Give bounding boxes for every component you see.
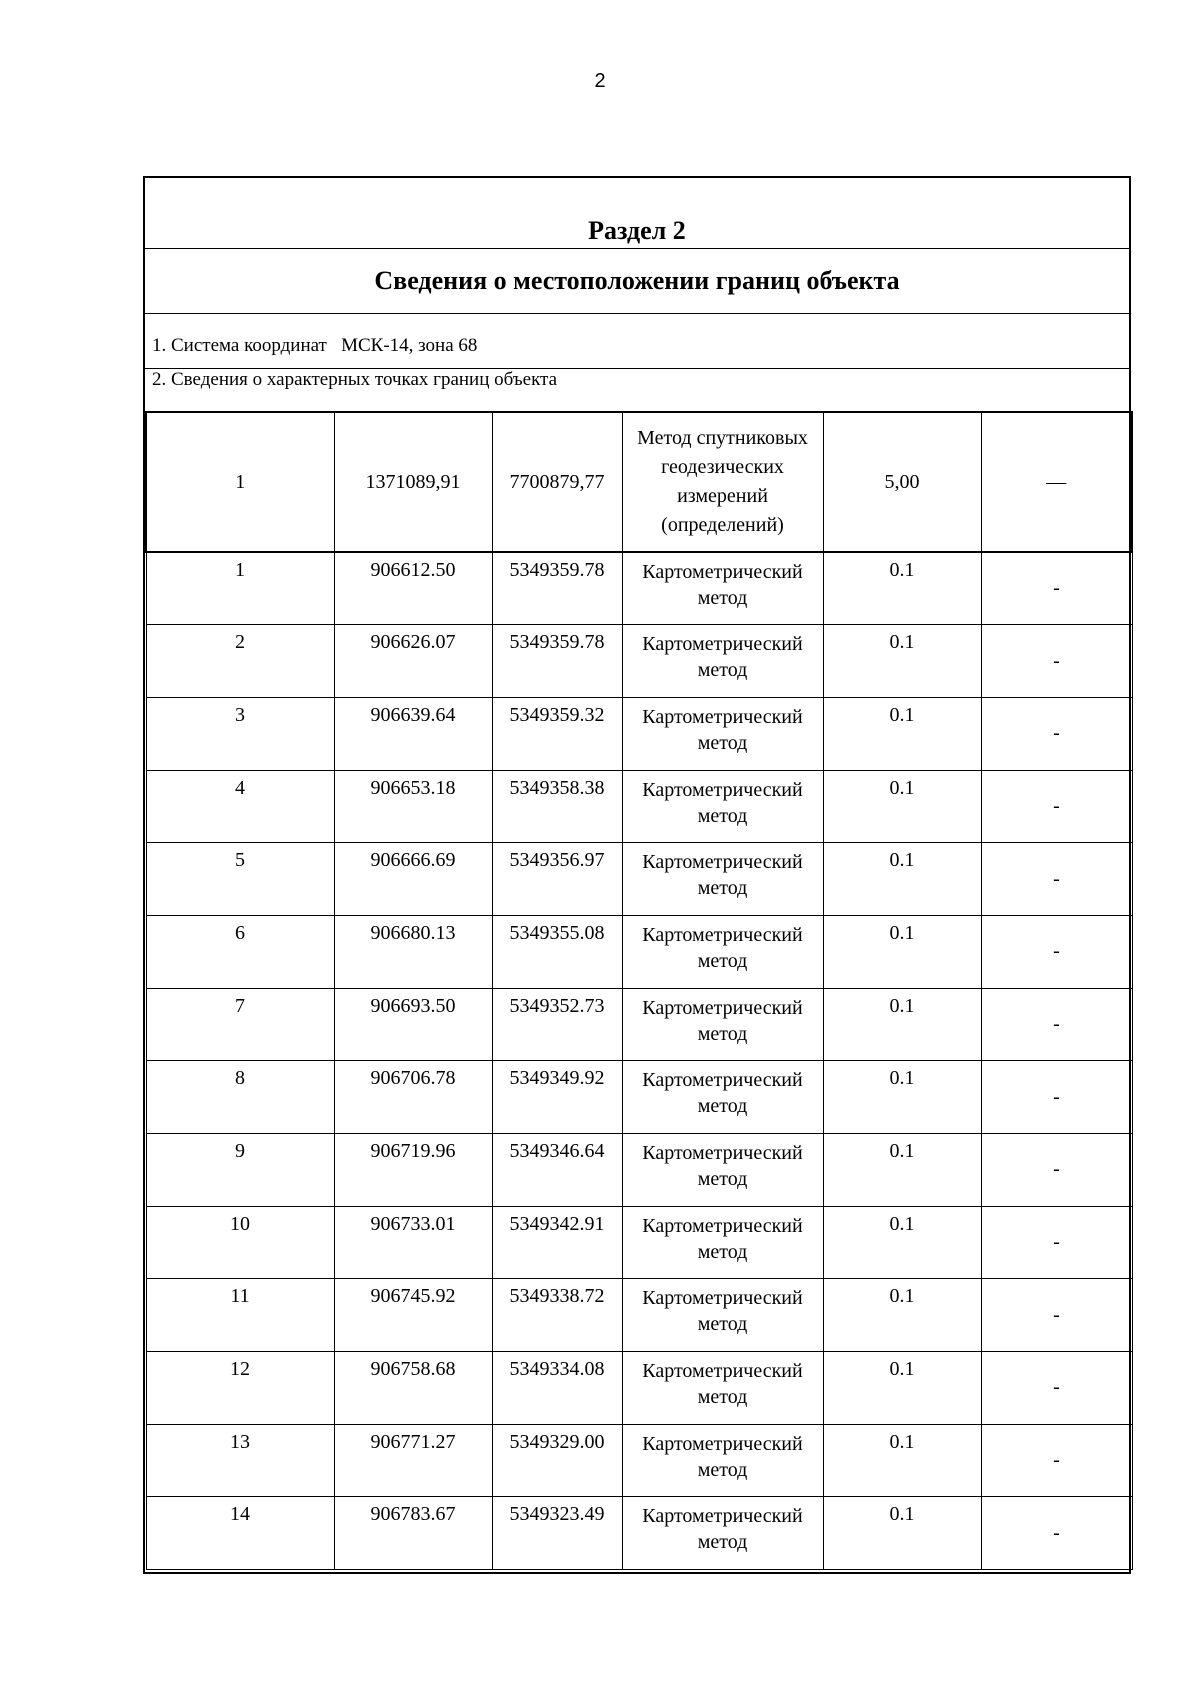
table-row: [146, 1424, 1132, 1497]
method-cell: [622, 770, 823, 843]
coord-y: 5349323.49: [492, 1497, 622, 1570]
coord-y: 5349329.00: [492, 1424, 622, 1497]
note: -: [981, 1061, 1132, 1134]
table-row: [146, 843, 1132, 916]
coord-x: 1371089,91: [334, 412, 492, 552]
table-row: [146, 770, 1132, 843]
coord-x: 906626.07: [334, 625, 492, 698]
method-line: метод: [697, 949, 748, 972]
page-number: 2: [594, 70, 606, 92]
note: -: [981, 697, 1132, 770]
table-row: [146, 1061, 1132, 1134]
coord-x: 906771.27: [334, 1424, 492, 1497]
table-row: [146, 915, 1132, 988]
note: -: [981, 770, 1132, 843]
method-line: метод: [697, 1313, 748, 1336]
method-line: Картометрический: [642, 705, 803, 728]
point-number: 9: [146, 1134, 334, 1207]
coord-x: 906639.64: [334, 697, 492, 770]
points-caption: 2. Сведения о характерных точках границ объекта: [152, 369, 558, 390]
method-line: геодезических: [661, 456, 784, 478]
coord-y: 5349359.78: [492, 625, 622, 698]
coord-y: 5349352.73: [492, 988, 622, 1061]
accuracy: 0.1: [823, 625, 981, 698]
coord-y: 5349334.08: [492, 1352, 622, 1425]
method-cell: [622, 552, 823, 625]
accuracy: 0.1: [823, 1279, 981, 1352]
method-line: измерений: [677, 485, 768, 507]
coord-x: 906719.96: [334, 1134, 492, 1207]
table-row: [146, 1134, 1132, 1207]
coord-x: 906733.01: [334, 1206, 492, 1279]
point-number: 6: [146, 915, 334, 988]
method-line: Картометрический: [642, 778, 803, 801]
accuracy: 0.1: [823, 1061, 981, 1134]
note: -: [981, 988, 1132, 1061]
header-row: [145, 248, 1129, 314]
coord-y: 5349338.72: [492, 1279, 622, 1352]
point-number: 5: [146, 843, 334, 916]
accuracy: 0.1: [823, 770, 981, 843]
method-line: метод: [697, 587, 748, 609]
point-number: 8: [146, 1061, 334, 1134]
coord-y: 5349346.64: [492, 1134, 622, 1207]
accuracy: 0.1: [823, 697, 981, 770]
method-line: метод: [697, 877, 748, 900]
method-line: Картометрический: [642, 1360, 803, 1383]
method-line: Картометрический: [642, 1069, 803, 1092]
method-line: Картометрический: [642, 1432, 803, 1455]
method-line: метод: [697, 659, 748, 682]
point-number: 7: [146, 988, 334, 1061]
note: -: [981, 1352, 1132, 1425]
method-cell: [622, 988, 823, 1061]
note: -: [981, 1134, 1132, 1207]
note: —: [981, 412, 1132, 552]
coord-x: 906745.92: [334, 1279, 492, 1352]
point-number: 1: [146, 552, 334, 625]
method-line: метод: [697, 1095, 748, 1118]
method-cell: [622, 1352, 823, 1425]
method-line: метод: [697, 1022, 748, 1045]
coord-y: 5349356.97: [492, 843, 622, 916]
accuracy: 0.1: [823, 1134, 981, 1207]
section-frame: [143, 176, 1131, 1574]
method-line: Метод спутниковых: [637, 427, 808, 449]
method-line: Картометрический: [642, 1142, 803, 1164]
point-number: 11: [146, 1279, 334, 1352]
method-line: Картометрический: [642, 996, 803, 1019]
method-line: Картометрический: [642, 1214, 803, 1237]
coord-y: 5349359.78: [492, 552, 622, 625]
coord-y: 5349359.32: [492, 697, 622, 770]
coord-y: 5349349.92: [492, 1061, 622, 1134]
note: -: [981, 552, 1132, 625]
note: -: [981, 915, 1132, 988]
coord-x: 906680.13: [334, 915, 492, 988]
method-cell: [622, 1424, 823, 1497]
method-line: метод: [697, 1240, 748, 1263]
method-cell: [622, 915, 823, 988]
accuracy: 0.1: [823, 1424, 981, 1497]
note: -: [981, 1424, 1132, 1497]
coord-y: 5349358.38: [492, 770, 622, 843]
point-number: 10: [146, 1206, 334, 1279]
table-row: [146, 1352, 1132, 1425]
coord-x: 906758.68: [334, 1352, 492, 1425]
table-row: [146, 697, 1132, 770]
accuracy: 0.1: [823, 1497, 981, 1570]
coord-y: 5349342.91: [492, 1206, 622, 1279]
method-line: (определений): [661, 514, 784, 536]
coord-x: 906783.67: [334, 1497, 492, 1570]
section-header: Сведения о местоположении границ объекта: [374, 266, 900, 295]
note: -: [981, 1206, 1132, 1279]
accuracy: 5,00: [823, 412, 981, 552]
point-number: 13: [146, 1424, 334, 1497]
point-number: 12: [146, 1352, 334, 1425]
coord-x: 906706.78: [334, 1061, 492, 1134]
method-line: Картометрический: [642, 1287, 803, 1310]
accuracy: 0.1: [823, 915, 981, 988]
accuracy: 0.1: [823, 552, 981, 625]
method-line: Картометрический: [642, 851, 803, 874]
method-line: метод: [697, 804, 748, 827]
note: -: [981, 1279, 1132, 1352]
section-title-row: [145, 178, 1129, 249]
note: -: [981, 1497, 1132, 1570]
method-cell: [622, 412, 823, 552]
table-row: [146, 552, 1132, 625]
method-cell: [622, 843, 823, 916]
method-line: Картометрический: [642, 561, 803, 583]
method-cell: [622, 1061, 823, 1134]
coord-x: 906612.50: [334, 552, 492, 625]
accuracy: 0.1: [823, 1352, 981, 1425]
method-line: Картометрический: [642, 1505, 803, 1528]
method-cell: [622, 1497, 823, 1570]
method-line: метод: [697, 1531, 748, 1554]
section-title: Раздел 2: [588, 216, 686, 245]
accuracy: 0.1: [823, 1206, 981, 1279]
method-line: Картометрический: [642, 923, 803, 946]
coord-x: 906653.18: [334, 770, 492, 843]
point-number: 4: [146, 770, 334, 843]
point-number: 2: [146, 625, 334, 698]
method-line: метод: [697, 731, 748, 754]
coord-y: 7700879,77: [492, 412, 622, 552]
method-cell: [622, 1134, 823, 1207]
method-cell: [622, 1206, 823, 1279]
method-line: Картометрический: [642, 633, 803, 656]
table-row: [146, 1279, 1132, 1352]
note: -: [981, 625, 1132, 698]
table-row: [146, 1497, 1132, 1570]
method-cell: [622, 697, 823, 770]
points-table: [145, 411, 1133, 1570]
note: -: [981, 843, 1132, 916]
accuracy: 0.1: [823, 843, 981, 916]
point-number: 14: [146, 1497, 334, 1570]
table-row-first: [146, 412, 1132, 552]
method-line: метод: [697, 1168, 748, 1190]
table-row: [146, 1206, 1132, 1279]
method-cell: [622, 625, 823, 698]
coord-x: 906693.50: [334, 988, 492, 1061]
table-row: [146, 625, 1132, 698]
coord-y: 5349355.08: [492, 915, 622, 988]
method-line: метод: [697, 1386, 748, 1409]
accuracy: 0.1: [823, 988, 981, 1061]
method-line: метод: [697, 1458, 748, 1481]
method-cell: [622, 1279, 823, 1352]
point-number: 1: [146, 412, 334, 552]
point-number: 3: [146, 697, 334, 770]
table-row: [146, 988, 1132, 1061]
coordinate-system-line: 1. Система координат МСК-14, зона 68: [152, 335, 478, 356]
coord-x: 906666.69: [334, 843, 492, 916]
